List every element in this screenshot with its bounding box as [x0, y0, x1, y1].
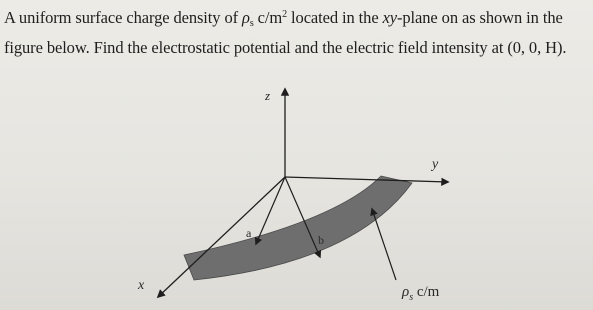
radius-a-label: a [246, 226, 252, 240]
charge-label-rho: ρ [402, 284, 410, 300]
xy-variable: xy [382, 8, 398, 27]
charge-label-sub: s [409, 292, 414, 303]
x-axis-label: x [138, 278, 145, 293]
radius-b-label: b [318, 233, 324, 247]
y-axis [285, 177, 448, 182]
z-axis-label: z [265, 88, 271, 103]
problem-text-1c: located in the [287, 8, 383, 27]
y-axis-label: y [432, 157, 439, 172]
unit-exponent: 2 [282, 9, 288, 20]
charge-density-label [401, 284, 440, 303]
rho-symbol: ρ [242, 8, 250, 27]
problem-line-2: figure below. Find the electrostatic potential and the electric field intensity at (0, 0, H). [4, 38, 567, 57]
charge-label-pointer [372, 209, 396, 280]
rho-subscript: s [249, 18, 254, 29]
problem-text-1a: A uniform surface charge density of [4, 8, 243, 27]
charge-label-unit: c/m [413, 284, 440, 300]
problem-text-1d: -plane on as shown in the [397, 8, 563, 27]
problem-text-1b: c/m [253, 8, 283, 27]
